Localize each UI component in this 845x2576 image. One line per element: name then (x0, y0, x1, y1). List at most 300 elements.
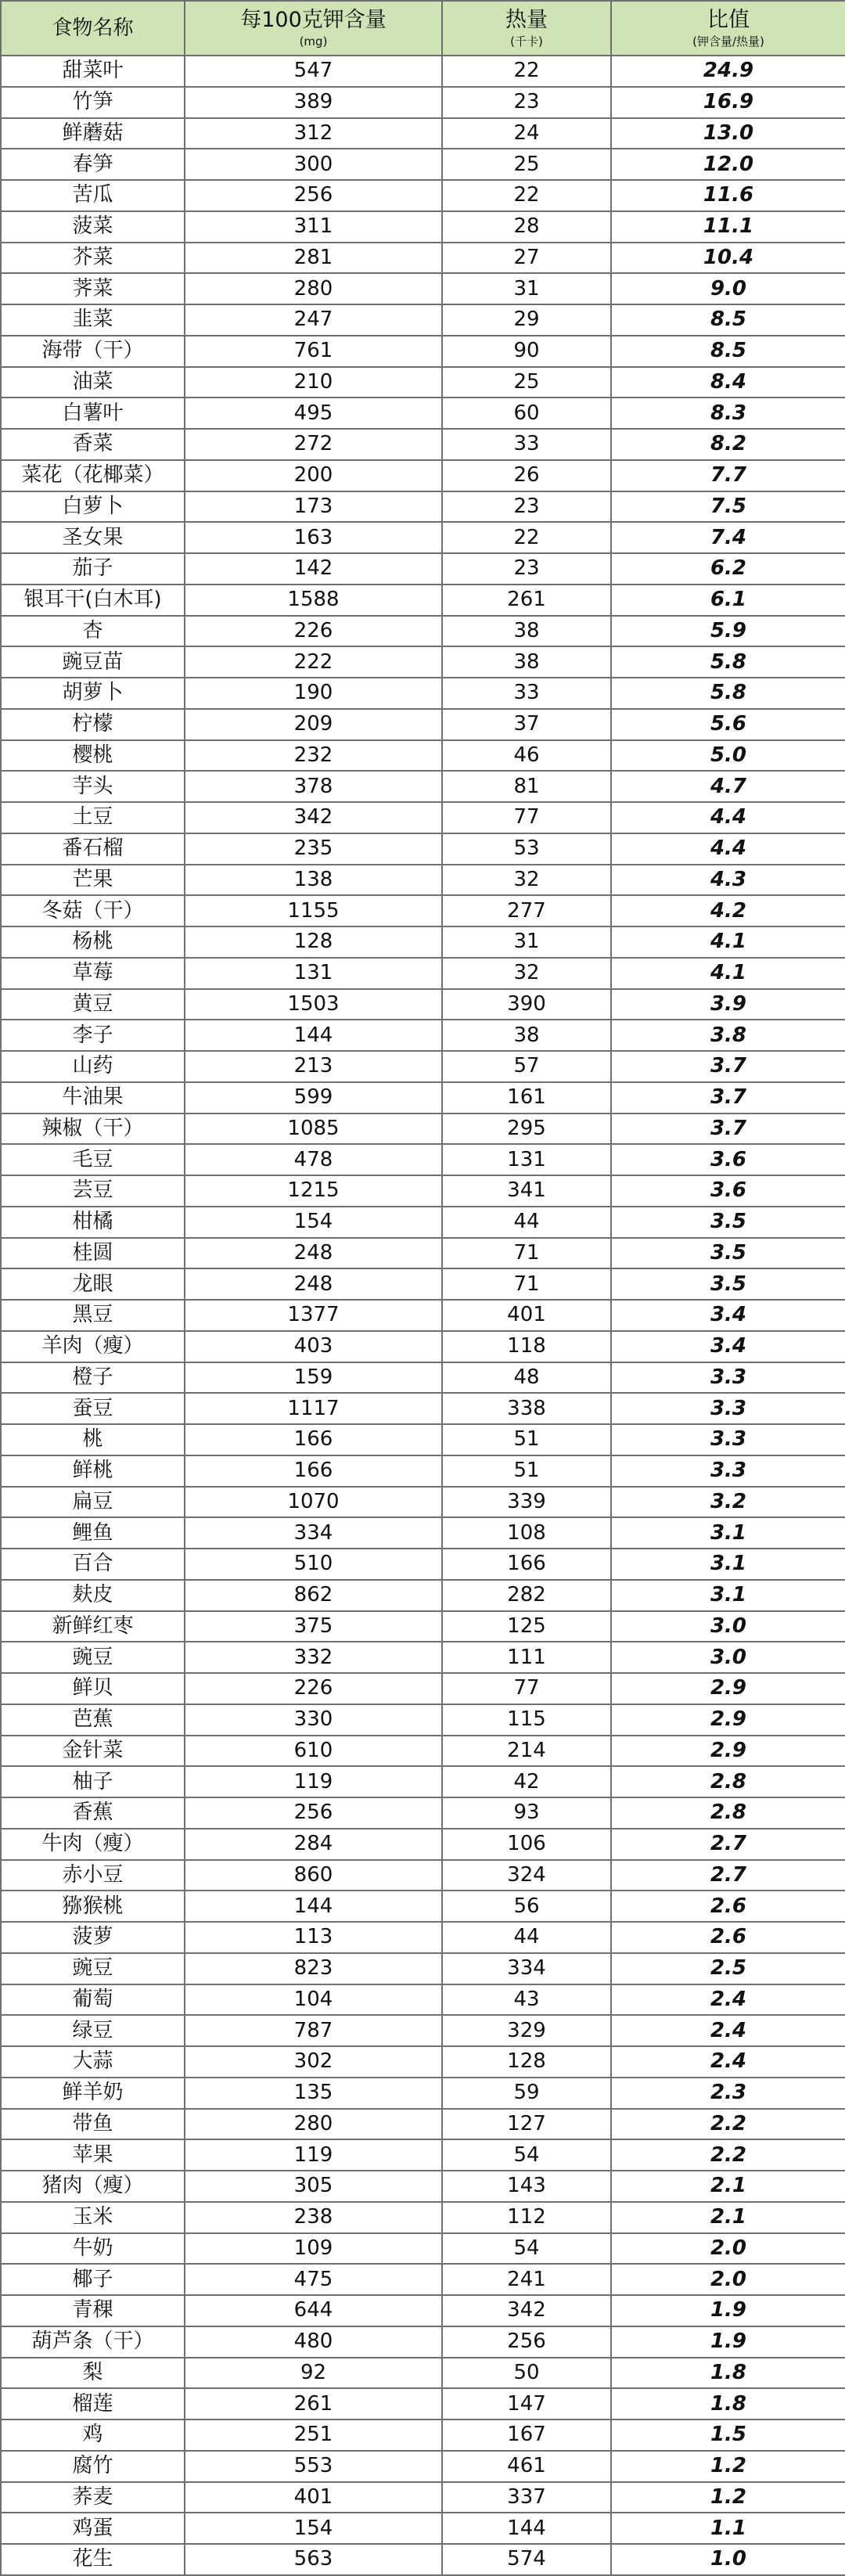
food-name-cell: 羊肉（瘦） (1, 1331, 185, 1362)
table-row (1, 1300, 845, 1331)
food-name-cell: 龙眼 (1, 1268, 185, 1300)
calories-cell: 32 (442, 865, 611, 896)
ratio-cell: 3.4 (611, 1331, 845, 1362)
ratio-cell: 3.5 (611, 1268, 845, 1300)
table-row (1, 1891, 845, 1922)
potassium-cell: 232 (185, 740, 442, 772)
ratio-cell: 3.5 (611, 1207, 845, 1238)
potassium-cell: 599 (185, 1082, 442, 1114)
potassium-cell: 1377 (185, 1300, 442, 1331)
calories-cell: 277 (442, 895, 611, 926)
header-calories-unit: (千卡) (510, 34, 543, 49)
table-row (1, 1673, 845, 1704)
potassium-cell: 261 (185, 2388, 442, 2419)
ratio-cell: 8.5 (611, 304, 845, 336)
potassium-cell: 475 (185, 2264, 442, 2295)
potassium-cell: 272 (185, 429, 442, 460)
table-row (1, 491, 845, 523)
table-row (1, 2233, 845, 2265)
ratio-cell: 12.0 (611, 149, 845, 180)
calories-cell: 115 (442, 1704, 611, 1736)
ratio-cell: 3.2 (611, 1487, 845, 1518)
ratio-cell: 3.1 (611, 1549, 845, 1580)
potassium-cell: 312 (185, 118, 442, 149)
potassium-cell: 119 (185, 1766, 442, 1797)
potassium-cell: 1085 (185, 1114, 442, 1145)
ratio-cell: 1.8 (611, 2358, 845, 2389)
header-row (1, 1, 845, 56)
potassium-cell: 226 (185, 616, 442, 647)
calories-cell: 118 (442, 1331, 611, 1362)
potassium-cell: 1588 (185, 585, 442, 616)
calories-cell: 71 (442, 1238, 611, 1269)
food-name-cell: 鲜桃 (1, 1455, 185, 1487)
calories-cell: 461 (442, 2451, 611, 2482)
food-name-cell: 桃 (1, 1424, 185, 1455)
calories-cell: 574 (442, 2544, 611, 2575)
food-name-cell: 带鱼 (1, 2109, 185, 2140)
calories-cell: 27 (442, 243, 611, 274)
potassium-cell: 1215 (185, 1175, 442, 1207)
calories-cell: 338 (442, 1393, 611, 1424)
table-row (1, 2326, 845, 2358)
header-ratio-unit: (钾含量/热量) (692, 34, 764, 49)
ratio-cell: 2.7 (611, 1860, 845, 1891)
potassium-cell: 210 (185, 367, 442, 398)
food-name-cell: 黄豆 (1, 989, 185, 1020)
potassium-cell: 173 (185, 491, 442, 523)
food-name-cell: 冬菇（干） (1, 895, 185, 926)
food-name-cell: 土豆 (1, 802, 185, 833)
potassium-cell: 248 (185, 1238, 442, 1269)
calories-cell: 341 (442, 1175, 611, 1207)
ratio-cell: 2.9 (611, 1736, 845, 1767)
food-name-cell: 橙子 (1, 1362, 185, 1394)
ratio-cell: 10.4 (611, 243, 845, 274)
potassium-cell: 222 (185, 646, 442, 678)
ratio-cell: 8.4 (611, 367, 845, 398)
table-row (1, 56, 845, 87)
table-row (1, 1922, 845, 1953)
food-name-cell: 猪肉（瘦） (1, 2171, 185, 2202)
table-row (1, 989, 845, 1020)
food-name-cell: 大蒜 (1, 2046, 185, 2078)
potassium-cell: 251 (185, 2419, 442, 2451)
calories-cell: 71 (442, 1268, 611, 1300)
calories-cell: 401 (442, 1300, 611, 1331)
calories-cell: 26 (442, 460, 611, 491)
calories-cell: 282 (442, 1580, 611, 1611)
table-row (1, 1268, 845, 1300)
food-name-cell: 菠菜 (1, 211, 185, 243)
ratio-cell: 5.8 (611, 678, 845, 709)
calories-cell: 48 (442, 1362, 611, 1394)
table-row (1, 2078, 845, 2109)
calories-cell: 125 (442, 1611, 611, 1642)
table-row (1, 367, 845, 398)
food-name-cell: 榴莲 (1, 2388, 185, 2419)
ratio-cell: 7.7 (611, 460, 845, 491)
ratio-cell: 1.1 (611, 2513, 845, 2544)
table-row (1, 2513, 845, 2544)
header-ratio-label: 比值 (707, 8, 750, 32)
potassium-cell: 862 (185, 1580, 442, 1611)
ratio-cell: 3.1 (611, 1580, 845, 1611)
potassium-cell: 226 (185, 1673, 442, 1704)
food-name-cell: 金针菜 (1, 1736, 185, 1767)
food-name-cell: 竹笋 (1, 87, 185, 118)
potassium-cell: 302 (185, 2046, 442, 2078)
header-potassium (185, 1, 442, 56)
calories-cell: 390 (442, 989, 611, 1020)
calories-cell: 112 (442, 2202, 611, 2233)
food-name-cell: 樱桃 (1, 740, 185, 772)
potassium-cell: 334 (185, 1517, 442, 1549)
header-calories-label: 热量 (505, 8, 548, 32)
potassium-cell: 247 (185, 304, 442, 336)
table-row (1, 304, 845, 336)
table-row (1, 2171, 845, 2202)
potassium-cell: 119 (185, 2139, 442, 2171)
ratio-cell: 2.6 (611, 1891, 845, 1922)
potassium-cell: 284 (185, 1829, 442, 1860)
calories-cell: 339 (442, 1487, 611, 1518)
food-name-cell: 黑豆 (1, 1300, 185, 1331)
ratio-cell: 5.6 (611, 709, 845, 740)
calories-cell: 167 (442, 2419, 611, 2451)
food-name-cell: 毛豆 (1, 1144, 185, 1175)
table-row (1, 149, 845, 180)
calories-cell: 28 (442, 211, 611, 243)
table-row (1, 2264, 845, 2295)
food-name-cell: 杏 (1, 616, 185, 647)
table-row (1, 646, 845, 678)
food-name-cell: 芒果 (1, 865, 185, 896)
food-name-cell: 芥菜 (1, 243, 185, 274)
food-name-cell: 豌豆苗 (1, 646, 185, 678)
table-row (1, 1238, 845, 1269)
table-row (1, 1393, 845, 1424)
table-row (1, 2419, 845, 2451)
potassium-cell: 330 (185, 1704, 442, 1736)
food-name-cell: 荞麦 (1, 2482, 185, 2513)
table-row (1, 2295, 845, 2326)
potassium-cell: 342 (185, 802, 442, 833)
food-name-cell: 鸡蛋 (1, 2513, 185, 2544)
ratio-cell: 4.4 (611, 802, 845, 833)
calories-cell: 81 (442, 771, 611, 802)
ratio-cell: 3.1 (611, 1517, 845, 1549)
ratio-cell: 3.4 (611, 1300, 845, 1331)
table-row (1, 2482, 845, 2513)
table-row (1, 585, 845, 616)
food-name-cell: 新鲜红枣 (1, 1611, 185, 1642)
potassium-cell: 401 (185, 2482, 442, 2513)
food-name-cell: 山药 (1, 1051, 185, 1082)
table-row (1, 1736, 845, 1767)
calories-cell: 53 (442, 833, 611, 865)
potassium-cell: 305 (185, 2171, 442, 2202)
potassium-cell: 144 (185, 1891, 442, 1922)
food-name-cell: 花生 (1, 2544, 185, 2575)
ratio-cell: 3.7 (611, 1082, 845, 1114)
potassium-cell: 200 (185, 460, 442, 491)
calories-cell: 60 (442, 398, 611, 429)
ratio-cell: 2.0 (611, 2264, 845, 2295)
potassium-cell: 138 (185, 865, 442, 896)
calories-cell: 38 (442, 616, 611, 647)
ratio-cell: 2.0 (611, 2233, 845, 2265)
calories-cell: 25 (442, 149, 611, 180)
ratio-cell: 6.2 (611, 553, 845, 585)
food-name-cell: 梨 (1, 2358, 185, 2389)
potassium-cell: 256 (185, 1797, 442, 1829)
calories-cell: 42 (442, 1766, 611, 1797)
table-row (1, 1082, 845, 1114)
calories-cell: 59 (442, 2078, 611, 2109)
food-name-cell: 牛奶 (1, 2233, 185, 2265)
calories-cell: 143 (442, 2171, 611, 2202)
table-row (1, 1020, 845, 1051)
table-row (1, 553, 845, 585)
ratio-cell: 24.9 (611, 56, 845, 87)
table-row (1, 895, 845, 926)
table-row (1, 211, 845, 243)
table-row (1, 1051, 845, 1082)
food-name-cell: 百合 (1, 1549, 185, 1580)
food-name-cell: 海带（干） (1, 336, 185, 367)
ratio-cell: 8.5 (611, 336, 845, 367)
table-row (1, 709, 845, 740)
ratio-cell: 1.2 (611, 2451, 845, 2482)
table-row (1, 1114, 845, 1145)
ratio-cell: 3.6 (611, 1144, 845, 1175)
table-row (1, 1517, 845, 1549)
table-row (1, 398, 845, 429)
potassium-cell: 248 (185, 1268, 442, 1300)
potassium-cell: 213 (185, 1051, 442, 1082)
table-row (1, 833, 845, 865)
calories-cell: 33 (442, 678, 611, 709)
food-name-cell: 赤小豆 (1, 1860, 185, 1891)
calories-cell: 256 (442, 2326, 611, 2358)
table-row (1, 2046, 845, 2078)
calories-cell: 29 (442, 304, 611, 336)
potassium-cell: 389 (185, 87, 442, 118)
food-name-cell: 鸡 (1, 2419, 185, 2451)
potassium-cell: 159 (185, 1362, 442, 1394)
food-name-cell: 杨桃 (1, 926, 185, 958)
calories-cell: 57 (442, 1051, 611, 1082)
ratio-cell: 2.4 (611, 2015, 845, 2046)
ratio-cell: 2.1 (611, 2171, 845, 2202)
ratio-cell: 4.7 (611, 771, 845, 802)
food-name-cell: 银耳干(白木耳) (1, 585, 185, 616)
calories-cell: 44 (442, 1207, 611, 1238)
calories-cell: 23 (442, 491, 611, 523)
ratio-cell: 4.3 (611, 865, 845, 896)
ratio-cell: 2.2 (611, 2139, 845, 2171)
table-row (1, 2139, 845, 2171)
potassium-cell: 235 (185, 833, 442, 865)
ratio-cell: 7.4 (611, 522, 845, 553)
calories-cell: 24 (442, 118, 611, 149)
ratio-cell: 1.9 (611, 2295, 845, 2326)
food-name-cell: 牛肉（瘦） (1, 1829, 185, 1860)
potassium-cell: 547 (185, 56, 442, 87)
table-row (1, 1860, 845, 1891)
ratio-cell: 7.5 (611, 491, 845, 523)
calories-cell: 31 (442, 926, 611, 958)
ratio-cell: 3.7 (611, 1114, 845, 1145)
table-row (1, 1704, 845, 1736)
food-name-cell: 菜花（花椰菜） (1, 460, 185, 491)
table-row (1, 616, 845, 647)
calories-cell: 51 (442, 1455, 611, 1487)
ratio-cell: 2.9 (611, 1704, 845, 1736)
food-name-cell: 甜菜叶 (1, 56, 185, 87)
ratio-cell: 3.3 (611, 1393, 845, 1424)
food-name-cell: 鲜蘑菇 (1, 118, 185, 149)
calories-cell: 31 (442, 273, 611, 304)
food-name-cell: 胡萝卜 (1, 678, 185, 709)
ratio-cell: 2.8 (611, 1766, 845, 1797)
ratio-cell: 8.2 (611, 429, 845, 460)
ratio-cell: 3.7 (611, 1051, 845, 1082)
potassium-cell: 144 (185, 1020, 442, 1051)
ratio-cell: 3.0 (611, 1611, 845, 1642)
potassium-cell: 332 (185, 1642, 442, 1673)
potassium-cell: 92 (185, 2358, 442, 2389)
ratio-cell: 6.1 (611, 585, 845, 616)
ratio-cell: 4.4 (611, 833, 845, 865)
potassium-cell: 563 (185, 2544, 442, 2575)
table-row (1, 865, 845, 896)
table-row (1, 1362, 845, 1394)
ratio-cell: 5.8 (611, 646, 845, 678)
table-row (1, 1331, 845, 1362)
potassium-cell: 761 (185, 336, 442, 367)
calories-cell: 77 (442, 802, 611, 833)
calories-cell: 147 (442, 2388, 611, 2419)
ratio-cell: 3.0 (611, 1642, 845, 1673)
calories-cell: 329 (442, 2015, 611, 2046)
food-name-cell: 猕猴桃 (1, 1891, 185, 1922)
ratio-cell: 3.3 (611, 1424, 845, 1455)
table-row (1, 1642, 845, 1673)
calories-cell: 51 (442, 1424, 611, 1455)
ratio-cell: 3.3 (611, 1362, 845, 1394)
food-name-cell: 芋头 (1, 771, 185, 802)
ratio-cell: 16.9 (611, 87, 845, 118)
potassium-cell: 311 (185, 211, 442, 243)
header-ratio (611, 1, 845, 56)
food-name-cell: 扁豆 (1, 1487, 185, 1518)
calories-cell: 324 (442, 1860, 611, 1891)
potassium-cell: 478 (185, 1144, 442, 1175)
food-name-cell: 柠檬 (1, 709, 185, 740)
calories-cell: 131 (442, 1144, 611, 1175)
table-row (1, 678, 845, 709)
ratio-cell: 13.0 (611, 118, 845, 149)
food-name-cell: 香蕉 (1, 1797, 185, 1829)
potassium-cell: 495 (185, 398, 442, 429)
food-name-cell: 苦瓜 (1, 180, 185, 211)
table-row (1, 1175, 845, 1207)
ratio-cell: 2.6 (611, 1922, 845, 1953)
table-row (1, 958, 845, 989)
calories-cell: 33 (442, 429, 611, 460)
calories-cell: 38 (442, 646, 611, 678)
food-name-cell: 油菜 (1, 367, 185, 398)
calories-cell: 44 (442, 1922, 611, 1953)
header-food-name-label: 食物名称 (52, 16, 134, 40)
calories-cell: 127 (442, 2109, 611, 2140)
table-row (1, 1984, 845, 2016)
food-name-cell: 荠菜 (1, 273, 185, 304)
calories-cell: 23 (442, 553, 611, 585)
potassium-cell: 280 (185, 273, 442, 304)
table-row (1, 180, 845, 211)
food-name-cell: 柑橘 (1, 1207, 185, 1238)
potassium-cell: 510 (185, 1549, 442, 1580)
food-name-cell: 柚子 (1, 1766, 185, 1797)
potassium-cell: 256 (185, 180, 442, 211)
food-name-cell: 番石榴 (1, 833, 185, 865)
header-potassium-label: 每100克钾含量 (240, 8, 387, 32)
food-name-cell: 玉米 (1, 2202, 185, 2233)
calories-cell: 128 (442, 2046, 611, 2078)
ratio-cell: 3.3 (611, 1455, 845, 1487)
calories-cell: 32 (442, 958, 611, 989)
ratio-cell: 2.1 (611, 2202, 845, 2233)
table-row (1, 118, 845, 149)
ratio-cell: 3.8 (611, 1020, 845, 1051)
table-row (1, 2451, 845, 2482)
calories-cell: 111 (442, 1642, 611, 1673)
food-name-cell: 辣椒（干） (1, 1114, 185, 1145)
ratio-cell: 1.0 (611, 2544, 845, 2575)
table-row (1, 336, 845, 367)
table-row (1, 522, 845, 553)
table-row (1, 87, 845, 118)
potassium-cell: 281 (185, 243, 442, 274)
calories-cell: 337 (442, 2482, 611, 2513)
potassium-cell: 166 (185, 1424, 442, 1455)
table-row (1, 1207, 845, 1238)
potassium-cell: 480 (185, 2326, 442, 2358)
ratio-cell: 2.9 (611, 1673, 845, 1704)
table-row (1, 1144, 845, 1175)
food-name-cell: 葡萄 (1, 1984, 185, 2016)
food-name-cell: 鲤鱼 (1, 1517, 185, 1549)
food-name-cell: 桂圆 (1, 1238, 185, 1269)
ratio-cell: 9.0 (611, 273, 845, 304)
food-name-cell: 白薯叶 (1, 398, 185, 429)
table-row (1, 1549, 845, 1580)
food-name-cell: 蚕豆 (1, 1393, 185, 1424)
calories-cell: 38 (442, 1020, 611, 1051)
food-name-cell: 李子 (1, 1020, 185, 1051)
calories-cell: 50 (442, 2358, 611, 2389)
calories-cell: 106 (442, 1829, 611, 1860)
food-name-cell: 芸豆 (1, 1175, 185, 1207)
potassium-cell: 163 (185, 522, 442, 553)
calories-cell: 166 (442, 1549, 611, 1580)
potassium-cell: 300 (185, 149, 442, 180)
calories-cell: 144 (442, 2513, 611, 2544)
ratio-cell: 1.8 (611, 2388, 845, 2419)
